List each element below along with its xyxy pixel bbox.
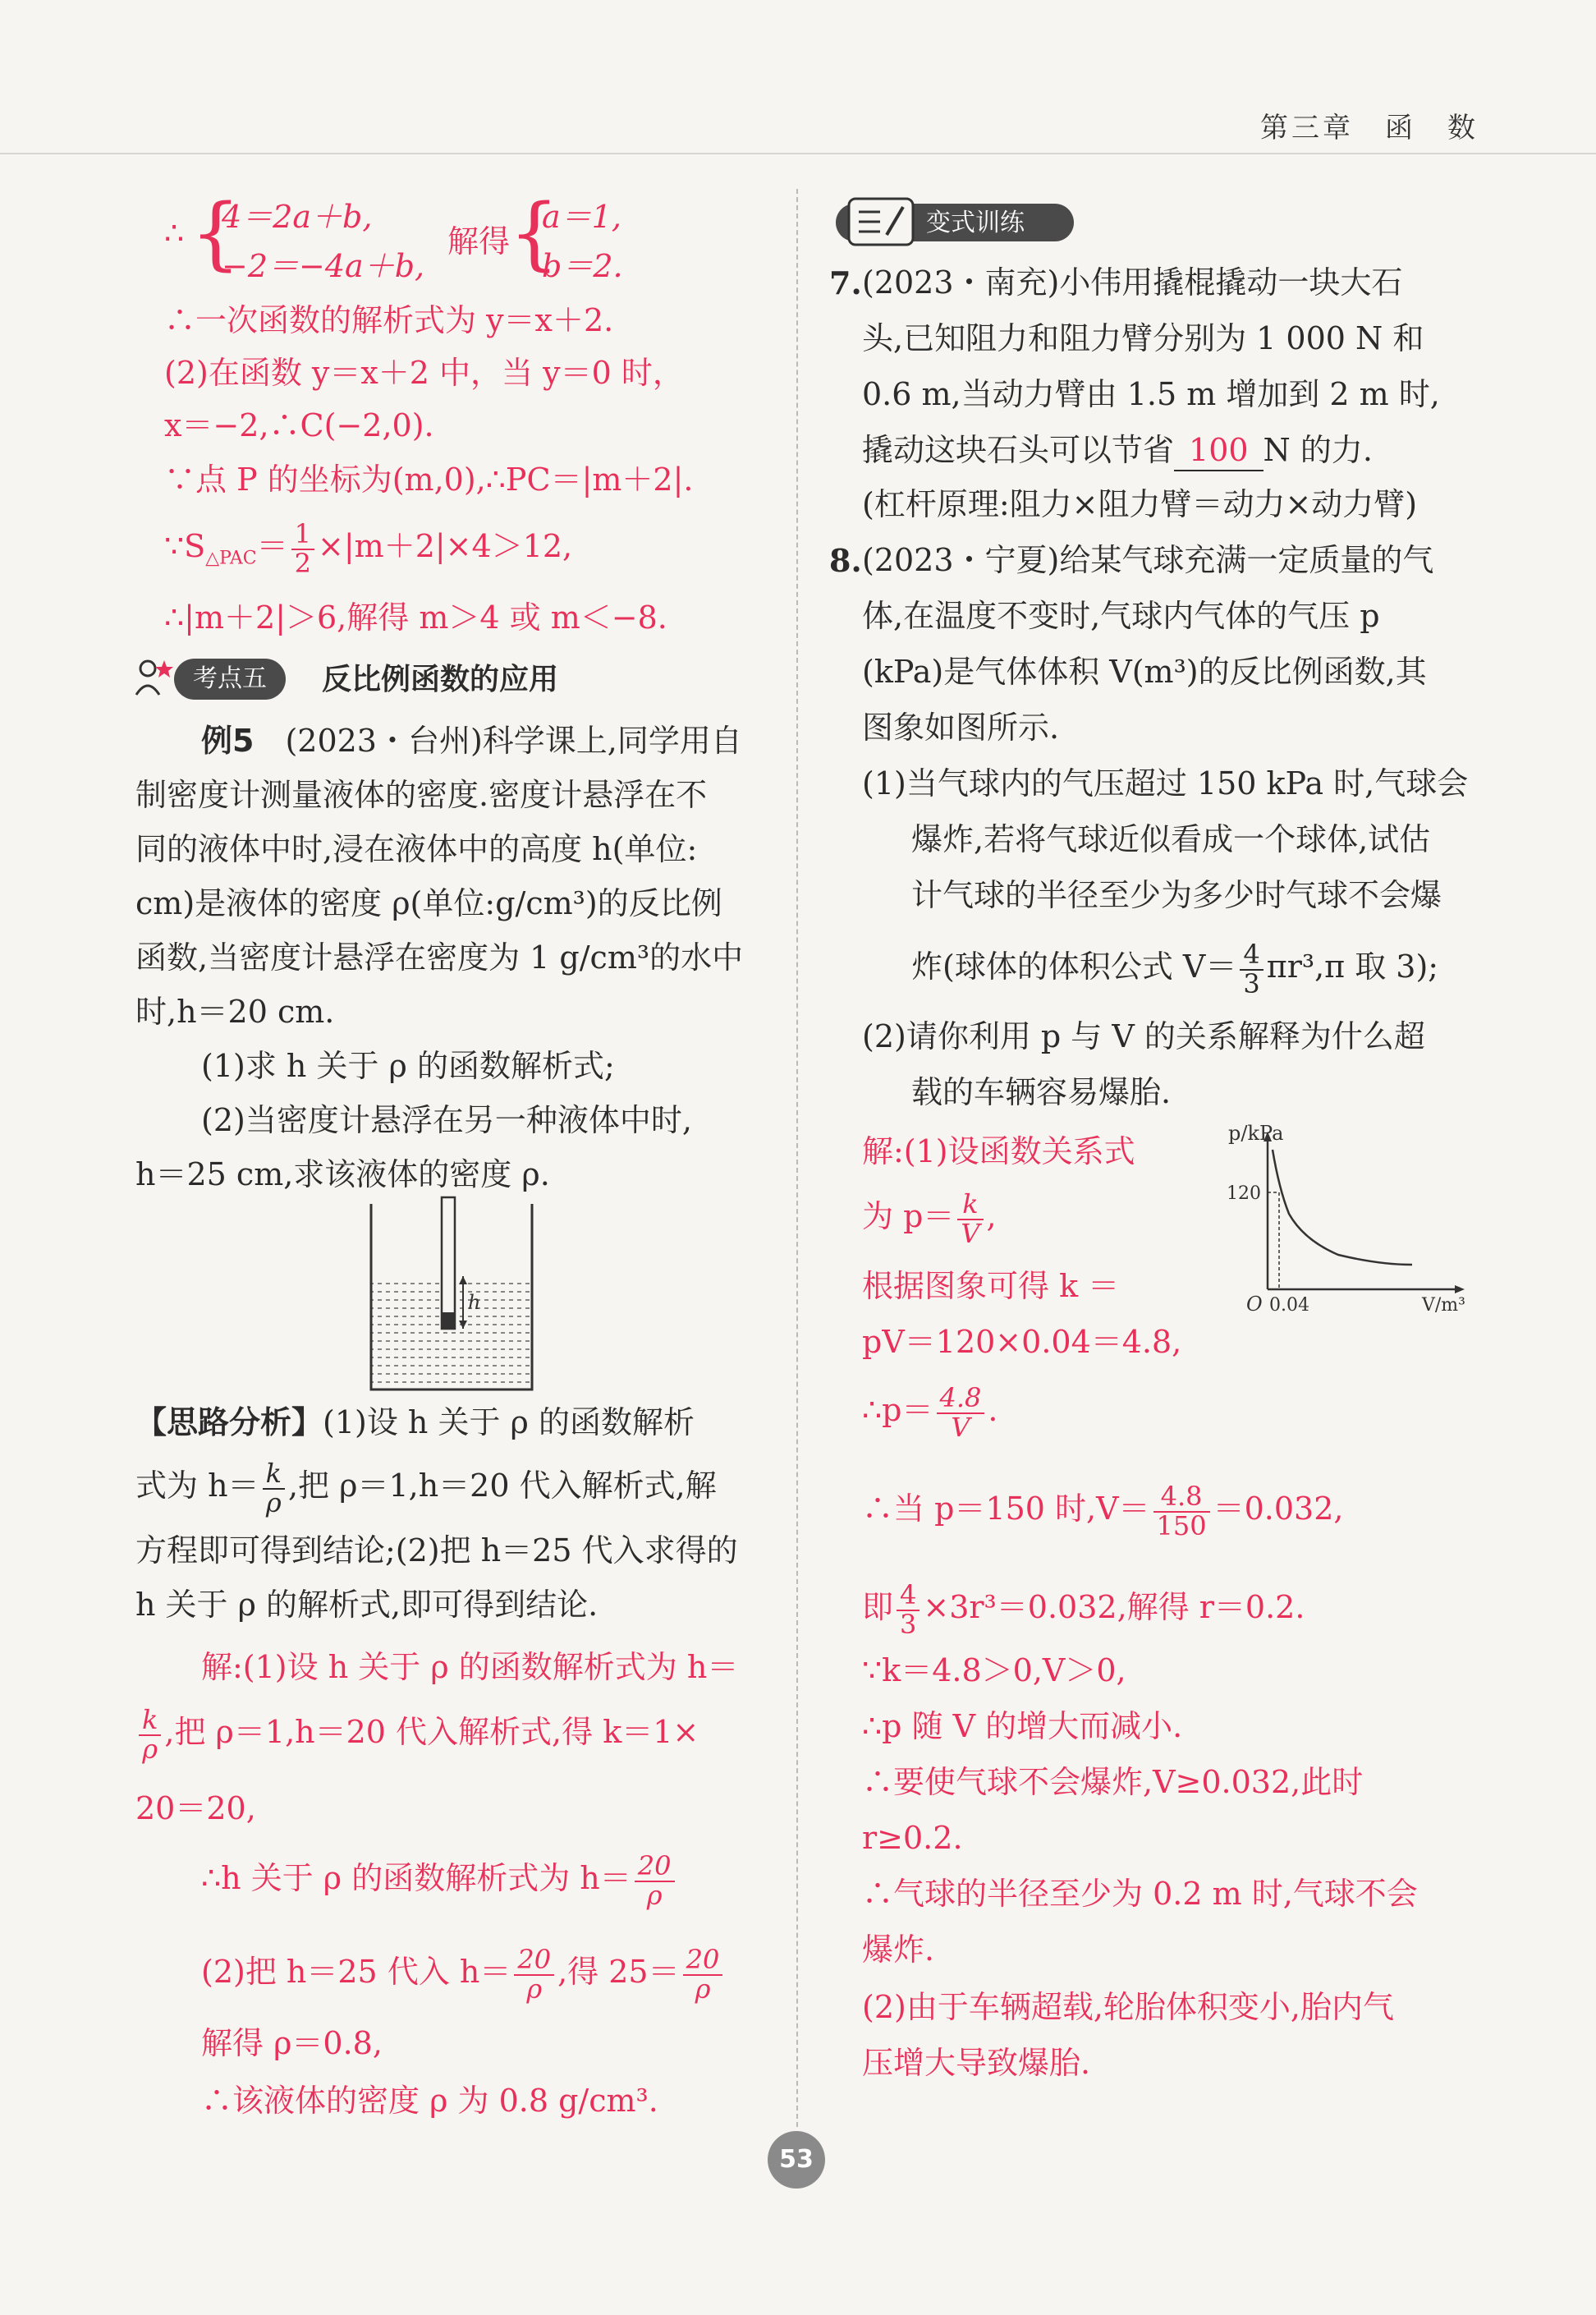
kaodian-badge: 考点五 [174,659,286,700]
solution-line: (2)在函数 y＝x＋2 中，当 y＝0 时， [164,355,684,391]
solution-line: 解得 ρ＝0.8, [201,2025,383,2061]
frac-num: 20 [683,1946,723,1976]
solution-8-line: pV＝120×0.04＝4.8, [862,1324,1182,1360]
brace-left-1: { [190,187,241,279]
solution-line: x＝−2,∴C(−2,0). [164,407,434,443]
problem-8-number: 8. [829,542,862,579]
y-tick-120: 120 [1227,1183,1261,1204]
x-tick-004: 0.04 [1269,1295,1309,1316]
example-line: 同的液体中时,浸在液体中的高度 h(单位: [135,831,698,867]
problem-7-line [862,432,1373,471]
frac-num: 4 [1240,941,1263,971]
frac-den: 2 [294,547,312,579]
frac-num: 4.8 [1153,1483,1210,1513]
example-line: 制密度计测量液体的密度.密度计悬浮在不 [135,777,708,813]
solution-8-line: 解:(1)设函数关系式 [862,1133,1135,1169]
frac-num: k [263,1460,285,1490]
area-inequality [164,518,573,579]
area-rest: ×|m＋2|×4＞12, [318,528,573,565]
solution-8-line: 爆炸. [862,1931,935,1968]
problem-7-text: N 的力. [1263,432,1373,468]
solution-8-line: ∴p＝ $\frac{4.8}{V}$ . [862,1382,998,1443]
frac-num: 20 [514,1946,554,1976]
example-line: cm)是液体的密度 ρ(单位:g/cm³)的反比例 [135,885,722,921]
solution-8-line [862,1483,1344,1540]
problem-8-text: πr³,π 取 3); [1266,949,1439,985]
solution-8-line: ∴气球的半径至少为 0.2 m 时,气球不会 [862,1876,1418,1912]
problem-7-text: 撬动这块石头可以节省 [862,432,1175,468]
solve-word: 解得 [447,223,511,260]
problem-8-line: (2023・宁夏)给某气球充满一定质量的气 [862,542,1434,578]
solution-line [201,1946,726,2003]
system-sol-1: a＝1, [542,199,621,235]
solution-line: 解:(1)设 h 关于 ρ 的函数解析式为 h＝ [201,1649,739,1685]
analysis-text: (1)设 h 关于 ρ 的函数解析 [323,1404,695,1440]
answer-blank [1174,432,1264,471]
fraction-4-3 [1240,941,1263,998]
problem-8-text: 炸(球体的体积公式 V＝ [911,949,1237,985]
page-number: 53 [768,2131,825,2189]
fraction-k-rho [139,1706,161,1763]
solution-line: ∴|m＋2|＞6,解得 m＞4 或 m＜−8. [164,599,667,636]
solution-text: ×3r³＝0.032,解得 r＝0.2. [923,1589,1305,1626]
solution-text: ,把 ρ＝1,h＝20 代入解析式,得 k＝1× [164,1714,699,1751]
solution-line [135,1706,699,1763]
example-line: 时,h＝20 cm. [135,994,335,1030]
therefore-symbol: ∴ [164,215,185,251]
pressure-volume-graph [1227,1122,1470,1322]
fraction-4-3 [897,1579,920,1640]
question-2: (2)当密度计悬浮在另一种液体中时, [201,1102,692,1138]
solution-8-line: ∵k＝4.8＞0,V＞0, [862,1652,1126,1688]
fraction-half [291,518,314,579]
analysis-line [135,1404,695,1442]
system-sol-2: b＝2. [542,248,623,284]
system-eq-1: 4＝2a＋b, [222,199,373,235]
solution-8-line: 压增大导致爆胎. [862,2045,1091,2081]
y-axis-label: p/kPa [1228,1122,1284,1145]
equals: ＝ [256,528,288,565]
example-text: (2023・台州)科学课上,同学用自 [254,723,742,759]
chapter-header: 第三章 函 数 [1260,112,1479,145]
area-symbol: ∵S [164,528,206,565]
system-eq-2: −2＝−4a＋b, [222,248,425,284]
example-line [201,723,742,760]
frac-den: ρ [142,1733,158,1765]
analysis-head: 【思路分析】 [135,1404,323,1440]
problem-8-line: (kPa)是气体体积 V(m³)的反比例函数,其 [862,654,1427,690]
frac-den: ρ [526,1973,543,2005]
problem-7-line: 0.6 m,当动力臂由 1.5 m 增加到 2 m 时, [862,376,1440,412]
problem-7-line: (2023・南充)小伟用撬棍撬动一块大石 [862,264,1403,301]
fraction-20-rho [683,1946,723,2003]
analysis-line: 方程即可得到结论;(2)把 h＝25 代入求得的 [135,1532,738,1569]
solution-text: (2)把 h＝25 代入 h＝ [201,1954,511,1991]
problem-7-line: (杠杆原理:阻力×阻力臂＝动力×动力臂) [862,486,1418,522]
question-1: (1)求 h 关于 ρ 的函数解析式; [201,1048,615,1084]
problem-8-q1: 爆炸,若将气球近似看成一个球体,试估 [911,821,1431,857]
solution-8-line: ∴要使气球不会爆炸,V≥0.032,此时 [862,1764,1364,1800]
question-2-cont: h＝25 cm,求该液体的密度 ρ. [135,1156,550,1192]
solution-line: ∴该液体的密度 ρ 为 0.8 g/cm³. [201,2083,658,2119]
frac-den: 3 [900,1608,917,1640]
problem-8-q1: (1)当气球内的气压超过 150 kPa 时,气球会 [862,765,1469,802]
header-rule [0,153,1596,154]
frac-den: ρ [265,1486,282,1518]
frac-num: k [139,1706,161,1736]
fraction-k-V [957,1188,983,1249]
solution-8-line: (2)由于车辆超载,轮胎体积变小,胎内气 [862,1989,1394,2025]
frac-den: V [961,1217,980,1249]
frac-den: ρ [695,1973,711,2005]
solution-text: 为 p＝ [862,1198,955,1235]
frac-den: ρ [646,1879,663,1911]
frac-num: 4 [897,1582,920,1611]
x-axis-label: V/m³ [1422,1295,1465,1316]
solution-8-line: 根据图象可得 k ＝ [862,1268,1120,1304]
solution-8-line: 为 p＝ $\frac{k}{V}$ , [862,1188,997,1249]
fraction-48-150 [1153,1483,1210,1540]
problem-7-number: 7. [829,264,862,301]
fraction-20-rho [635,1850,675,1911]
problem-8-q1 [911,941,1438,998]
problem-8-q2: 载的车辆容易爆胎. [911,1074,1172,1110]
answer-value: 100 [1189,432,1249,468]
problem-8-line: 体,在温度不变时,气球内气体的气压 p [862,598,1380,634]
solution-text: ∴当 p＝150 时,V＝ [862,1491,1150,1527]
problem-8-q2: (2)请你利用 p 与 V 的关系解释为什么超 [862,1018,1425,1054]
figure-h-label: h [468,1291,481,1314]
solution-line: ∵点 P 的坐标为(m,0),∴PC＝|m＋2|. [164,462,694,498]
frac-num: 1 [291,521,314,550]
solution-8-line: ∴p 随 V 的增大而减小. [862,1708,1183,1744]
analysis-text: 式为 h＝ [135,1468,259,1504]
example-line: 函数,当密度计悬浮在密度为 1 g/cm³的水中 [135,939,744,976]
analysis-text: ,把 ρ＝1,h＝20 代入解析式,解 [287,1468,717,1504]
example-label: 例5 [201,723,255,759]
origin-label: O [1246,1293,1263,1316]
solution-line [201,1850,678,1911]
solution-text: ＝0.032, [1213,1491,1344,1527]
solution-line: 20＝20, [135,1790,256,1826]
hydrometer-figure [361,1197,542,1394]
frac-num: 4.8 [937,1385,985,1414]
variant-training-banner [829,197,1075,246]
solution-text: ,得 25＝ [557,1954,680,1991]
frac-num: k [957,1191,983,1220]
fraction-48-V [937,1382,985,1443]
solution-text: 即 [862,1589,894,1626]
solution-line: ∴一次函数的解析式为 y＝x＋2. [164,302,614,338]
area-subscript: △PAC [205,548,257,569]
analysis-line [135,1460,717,1517]
solution-8-line: r≥0.2. [862,1820,963,1856]
solution-text: ∴h 关于 ρ 的函数解析式为 h＝ [201,1860,631,1897]
solution-8-line [862,1579,1305,1640]
solution-text: ∴p＝ [862,1392,933,1429]
fraction-k-rho [263,1460,285,1517]
problem-8-line: 图象如图所示. [862,710,1060,746]
problem-7-line: 头,已知阻力和阻力臂分别为 1 000 N 和 [862,320,1424,356]
variant-badge-label: 变式训练 [926,209,1025,237]
frac-den: V [951,1411,970,1443]
analysis-line: h 关于 ρ 的解析式,即可得到结论. [135,1587,598,1623]
fraction-20-rho [514,1946,554,2003]
problem-8-q1: 计气球的半径至少为多少时气球不会爆 [911,877,1442,913]
frac-num: 20 [635,1853,675,1882]
brace-left-2: { [509,187,560,279]
frac-den: 3 [1243,967,1260,999]
frac-den: 150 [1156,1509,1207,1541]
section-title: 反比例函数的应用 [322,663,559,696]
star-person-icon [131,657,174,698]
column-divider [796,189,798,2127]
